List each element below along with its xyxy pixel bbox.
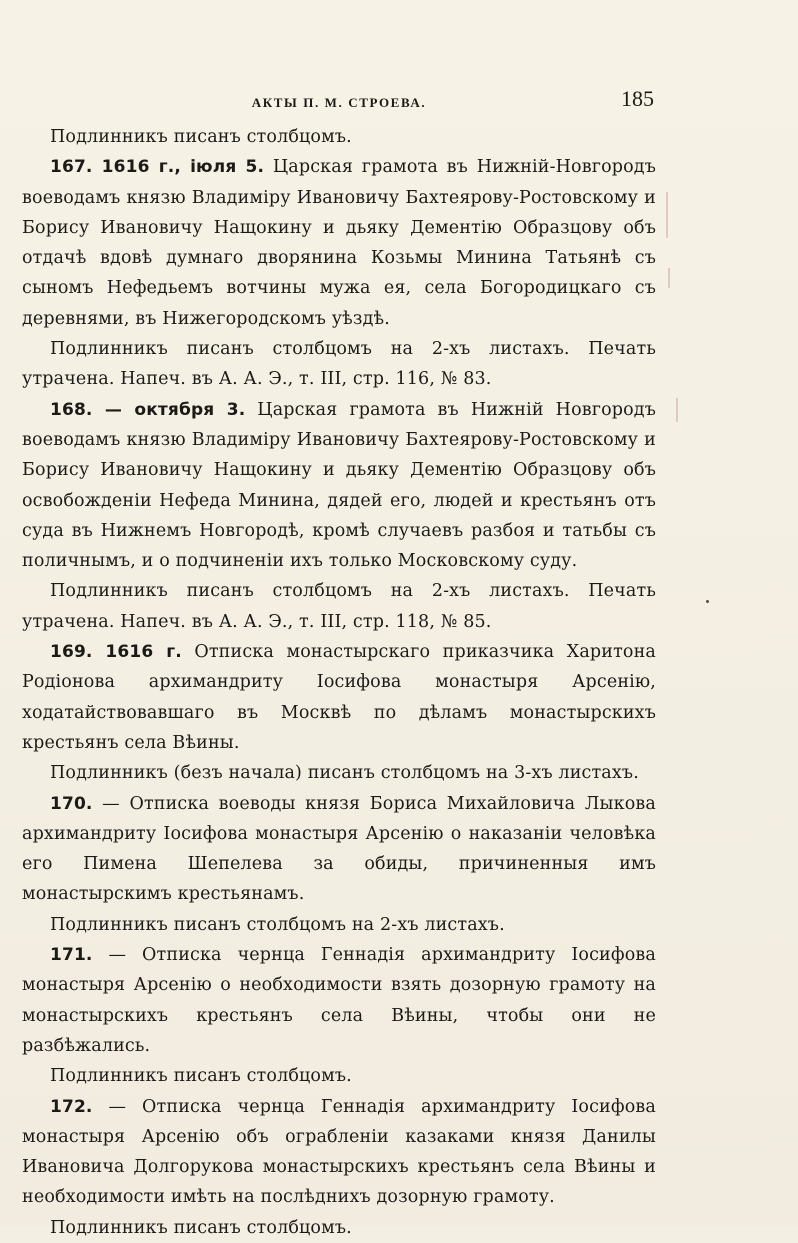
entry-text: — Отписка чернца Геннадія архимандриту Іосифова монастыря Арсенію о необходимости взять дозорную грамоту на монастырскихъ крестьянъ села Вѣины, чтобы они не разбѣжались. xyxy=(22,945,656,1056)
entry-number: 171. xyxy=(50,945,93,966)
paragraph-text: Подлинникъ писанъ столбцомъ на 2-хъ листахъ. Печать утрачена. Напеч. въ А. А. Э., т. III, стр. 116, № 83. xyxy=(22,339,656,390)
source-note xyxy=(22,1213,656,1243)
entry-text: Царская грамота въ Нижній-Новгородъ воеводамъ князю Владиміру Ивановичу Бахтеярову-Ростовскому и Борису Ивановичу Нащокину и дьяку Дементію Образцову объ отдачѣ вдовѣ думнаго дворянина Козьмы Минина Татьянѣ съ сыномъ Нефедьемъ вотчины мужа ея, села Богородицкаго съ деревнями, въ Нижегородскомъ уѣздѣ. xyxy=(22,157,656,329)
paragraph-text: Подлинникъ (безъ начала) писанъ столбцомъ на 3-хъ листахъ. xyxy=(50,763,639,784)
paper-speck xyxy=(706,600,709,603)
entry-number: 169. xyxy=(50,642,93,663)
paragraph-text: Подлинникъ писанъ столбцомъ. xyxy=(50,127,352,147)
paragraph-text: Подлинникъ писанъ столбцомъ на 2-хъ листахъ. Печать утрачена. Напеч. въ А. А. Э., т. III, стр. 118, № 85. xyxy=(22,581,656,632)
paragraph-text: Подлинникъ писанъ столбцомъ на 2-хъ листахъ. xyxy=(50,914,505,935)
entry-date: 1616 г., іюля 5. xyxy=(92,157,265,178)
entry-text: — Отписка чернца Геннадія архимандриту Іосифова монастыря Арсенію объ ограбленіи казаками князя Данилы Ивановича Долгорукова монастырскихъ крестьянъ села Вѣины и необходимости имѣть на послѣднихъ дозорную грамоту. xyxy=(22,1096,656,1208)
entry-text: — Отписка воеводы князя Бориса Михайловича Лыкова архимандриту Іосифова монастыря Арсенію о наказаніи человѣка его Пимена Шепелева за обиды, причиненныя имъ монастырскимъ крестьянамъ. xyxy=(22,793,656,905)
entry-date: — октября 3. xyxy=(92,399,246,420)
entry-number: 168. xyxy=(50,399,93,420)
bleed-through-mark xyxy=(676,398,678,422)
source-note xyxy=(22,910,656,940)
entry-date: 1616 г. xyxy=(92,642,182,663)
entry-168 xyxy=(22,395,656,577)
source-note xyxy=(22,122,656,152)
entry-number: 172. xyxy=(50,1096,93,1117)
paragraph-text: Подлинникъ писанъ столбцомъ. xyxy=(50,1066,352,1087)
source-note xyxy=(22,576,656,637)
entry-text: Царская грамота въ Нижній Новгородъ воеводамъ князю Владиміру Ивановичу Бахтеярову-Ростовскому и Борису Ивановичу Нащокину и дьяку Дементію Образцову объ освобожденіи Нефеда Минина, дядей его, людей и крестьянъ отъ суда въ Нижнемъ Новгородѣ, кромѣ случаевъ разбоя и татьбы съ поличнымъ, и о подчиненіи ихъ только Московскому суду. xyxy=(22,399,657,572)
page-header xyxy=(22,86,656,116)
entry-number: 170. xyxy=(50,793,93,814)
entry-170 xyxy=(22,789,656,910)
page-body xyxy=(22,122,656,1243)
source-note xyxy=(22,334,656,395)
paragraph-text: Подлинникъ писанъ столбцомъ. xyxy=(50,1217,352,1238)
bleed-through-mark xyxy=(668,268,670,288)
entry-text: Отписка монастырскаго приказчика Харитона Родіонова архимандриту Іосифова монастыря Арсенію, ходатайствовавшаго въ Москвѣ по дѣламъ монастырскихъ крестьянъ села Вѣины. xyxy=(22,642,656,753)
entry-172 xyxy=(22,1092,656,1213)
entry-167 xyxy=(22,152,656,334)
bleed-through-mark xyxy=(666,192,668,238)
source-note xyxy=(22,1061,656,1091)
entry-171 xyxy=(22,940,656,1061)
page-number: 185 xyxy=(621,86,654,111)
entry-169 xyxy=(22,637,656,758)
source-note xyxy=(22,758,656,788)
running-title: АКТЫ П. М. СТРОЕВА. xyxy=(251,95,427,110)
entry-number: 167. xyxy=(50,157,93,178)
